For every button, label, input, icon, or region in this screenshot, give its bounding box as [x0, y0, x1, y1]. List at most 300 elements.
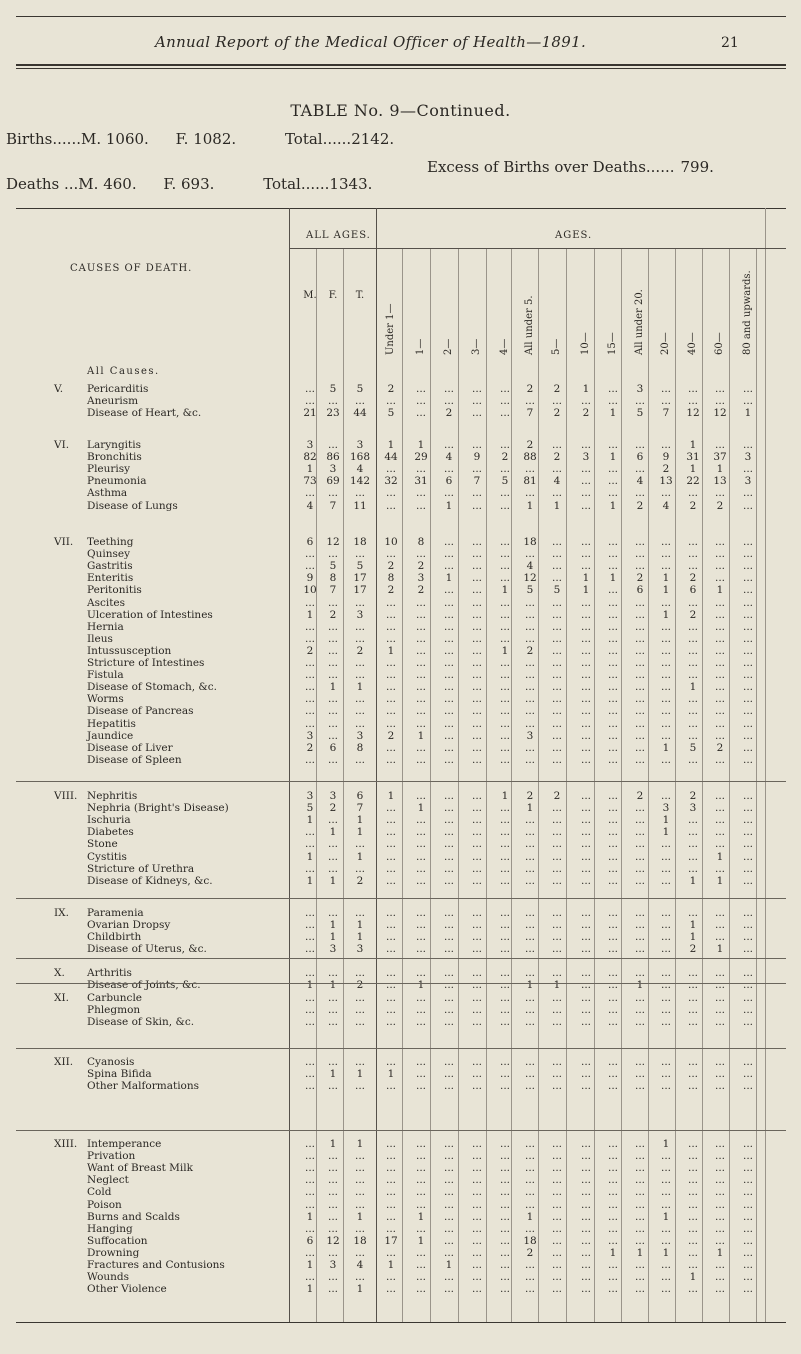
table-cell: ...: [607, 705, 618, 718]
table-cell: ...: [304, 1162, 315, 1175]
table-cell: 1: [501, 584, 509, 597]
table-cell: ...: [687, 826, 698, 839]
excess-line: [427, 158, 714, 176]
table-cell: ...: [471, 1246, 482, 1259]
table-cell: ...: [471, 802, 482, 815]
table-cell: ...: [607, 790, 618, 802]
cause-label: Burns and Scalds: [87, 1210, 180, 1223]
table-cell: 3: [329, 790, 337, 802]
table-cell: ...: [607, 992, 618, 1004]
table-cell: ...: [524, 1222, 535, 1235]
table-row: [0, 560, 801, 573]
table-cell: ...: [327, 1016, 338, 1029]
table-cell: 1: [716, 850, 724, 863]
table-cell: ...: [580, 644, 591, 657]
table-cell: ...: [327, 1198, 338, 1211]
table-cell: ...: [742, 608, 753, 621]
table-cell: ...: [742, 463, 753, 476]
table-cell: ...: [660, 620, 671, 633]
table-cell: ...: [580, 657, 591, 669]
table-cell: 1: [689, 1271, 697, 1284]
table-row: [0, 1016, 801, 1029]
table-cell: ...: [499, 1080, 510, 1093]
table-cell: ...: [443, 802, 454, 815]
table-cell: ...: [742, 850, 753, 863]
table-cell: ...: [742, 572, 753, 585]
table-row: [0, 705, 801, 718]
table-cell: ...: [524, 874, 535, 887]
table-cell: ...: [634, 967, 645, 979]
table-cell: ...: [580, 1271, 591, 1284]
table-cell: 1: [662, 814, 670, 827]
table-cell: ...: [443, 741, 454, 754]
table-cell: ...: [714, 705, 725, 718]
table-cell: ...: [499, 753, 510, 766]
table-cell: ...: [687, 620, 698, 633]
table-cell: ...: [499, 395, 510, 408]
table-cell: ...: [471, 407, 482, 420]
table-cell: ...: [551, 1222, 562, 1235]
table-cell: ...: [471, 1056, 482, 1068]
table-cell: ...: [354, 1198, 365, 1211]
cause-label: Disease of Kidneys, &c.: [87, 874, 213, 887]
table-cell: 142: [350, 475, 371, 488]
table-cell: ...: [415, 1246, 426, 1259]
table-cell: ...: [499, 979, 510, 992]
table-cell: ...: [524, 487, 535, 500]
table-cell: ...: [634, 850, 645, 863]
table-row: [0, 718, 801, 731]
cause-label: Childbirth: [87, 931, 142, 944]
table-cell: ...: [499, 1271, 510, 1284]
table-cell: ...: [660, 943, 671, 956]
table-cell: ...: [714, 1068, 725, 1081]
table-cell: ...: [607, 717, 618, 730]
table-cell: ...: [385, 487, 396, 500]
table-cell: ...: [354, 1150, 365, 1163]
table-cell: ...: [607, 919, 618, 932]
table-cell: ...: [714, 1016, 725, 1029]
table-cell: 1: [553, 979, 561, 992]
table-cell: ...: [499, 1068, 510, 1081]
table-cell: 8: [387, 572, 395, 585]
table-cell: ...: [327, 1174, 338, 1187]
table-cell: 1: [526, 1210, 534, 1223]
table-row: [0, 838, 801, 851]
table-cell: ...: [687, 717, 698, 730]
column-header-age: 4—: [499, 338, 510, 355]
table-cell: ...: [742, 1004, 753, 1017]
table-cell: ...: [607, 632, 618, 645]
table-cell: ...: [499, 992, 510, 1004]
cause-label: Bronchitis: [87, 451, 142, 464]
table-cell: ...: [551, 572, 562, 585]
table-cell: 1: [329, 681, 337, 694]
table-cell: ...: [551, 596, 562, 609]
table-cell: 2: [716, 741, 724, 754]
table-cell: ...: [634, 1271, 645, 1284]
table-cell: ...: [580, 632, 591, 645]
table-row: [0, 826, 801, 839]
table-cell: ...: [471, 1198, 482, 1211]
table-cell: ...: [687, 1222, 698, 1235]
table-cell: ...: [634, 741, 645, 754]
table-cell: ...: [304, 657, 315, 669]
table-cell: 1: [553, 499, 561, 512]
table-cell: ...: [634, 644, 645, 657]
table-cell: 12: [326, 536, 340, 548]
table-cell: ...: [471, 943, 482, 956]
cause-label: Enteritis: [87, 572, 134, 585]
table-cell: ...: [443, 1162, 454, 1175]
table-cell: ...: [499, 874, 510, 887]
table-cell: 1: [662, 1246, 670, 1259]
table-cell: ...: [742, 1283, 753, 1296]
table-cell: 3: [329, 1259, 337, 1271]
table-cell: ...: [415, 1080, 426, 1093]
table-cell: ...: [580, 1056, 591, 1068]
table-cell: ...: [304, 1056, 315, 1068]
table-cell: ...: [524, 1004, 535, 1017]
table-cell: ...: [634, 681, 645, 694]
table-cell: ...: [634, 992, 645, 1004]
table-cell: ...: [714, 596, 725, 609]
table-cell: ...: [714, 979, 725, 992]
table-cell: ...: [580, 1186, 591, 1199]
table-cell: ...: [524, 967, 535, 979]
table-cell: 3: [744, 451, 752, 464]
table-cell: ...: [471, 814, 482, 827]
table-cell: ...: [634, 536, 645, 548]
table-cell: ...: [354, 487, 365, 500]
table-cell: ...: [607, 907, 618, 919]
table-cell: ...: [687, 979, 698, 992]
table-cell: ...: [415, 644, 426, 657]
table-cell: ...: [327, 439, 338, 451]
table-cell: ...: [714, 395, 725, 408]
table-cell: ...: [714, 644, 725, 657]
table-cell: ...: [304, 395, 315, 408]
table-cell: 23: [326, 407, 340, 420]
table-cell: ...: [580, 850, 591, 863]
table-cell: 4: [306, 499, 314, 512]
table-cell: 5: [526, 584, 534, 597]
table-cell: ...: [443, 1150, 454, 1163]
table-cell: ...: [742, 536, 753, 548]
table-cell: ...: [385, 943, 396, 956]
table-cell: 1: [329, 979, 337, 992]
table-cell: ...: [443, 874, 454, 887]
table-cell: 4: [356, 1259, 364, 1271]
table-cell: ...: [634, 657, 645, 669]
table-cell: 2: [582, 407, 590, 420]
table-cell: ...: [499, 814, 510, 827]
table-cell: ...: [443, 1080, 454, 1093]
table-cell: ...: [742, 487, 753, 500]
table-cell: ...: [354, 669, 365, 682]
table-cell: ...: [524, 1283, 535, 1296]
table-cell: ...: [551, 1016, 562, 1029]
cause-label: Disease of Liver: [87, 741, 173, 754]
table-cell: ...: [304, 717, 315, 730]
table-cell: ...: [499, 802, 510, 815]
table-cell: ...: [551, 463, 562, 476]
table-cell: ...: [580, 1068, 591, 1081]
table-cell: ...: [634, 1198, 645, 1211]
table-cell: ...: [524, 1016, 535, 1029]
births-line: [6, 130, 394, 148]
table-cell: 1: [417, 1234, 425, 1247]
table-cell: ...: [634, 1056, 645, 1068]
table-cell: ...: [443, 826, 454, 839]
table-cell: ...: [499, 499, 510, 512]
cause-label: Disease of Joints, &c.: [87, 979, 201, 992]
table-cell: ...: [327, 814, 338, 827]
table-cell: ...: [415, 383, 426, 395]
cause-label: Disease of Skin, &c.: [87, 1016, 195, 1029]
table-cell: ...: [714, 1222, 725, 1235]
table-cell: ...: [385, 814, 396, 827]
table-cell: ...: [499, 1234, 510, 1247]
table-cell: 6: [445, 475, 453, 488]
table-cell: ...: [551, 560, 562, 573]
table-cell: ...: [443, 717, 454, 730]
table-cell: ...: [304, 383, 315, 395]
top-rule: [16, 16, 786, 17]
table-cell: ...: [327, 657, 338, 669]
table-cell: ...: [714, 753, 725, 766]
table-cell: ...: [443, 620, 454, 633]
table-cell: ...: [304, 992, 315, 1004]
table-cell: ...: [607, 979, 618, 992]
table-cell: ...: [742, 1246, 753, 1259]
table-cell: 12: [523, 572, 537, 585]
table-cell: ...: [551, 632, 562, 645]
table-cell: ...: [607, 681, 618, 694]
table-cell: ...: [471, 681, 482, 694]
table-cell: ...: [551, 620, 562, 633]
table-cell: ...: [499, 705, 510, 718]
table-cell: 1: [329, 1068, 337, 1081]
table-cell: ...: [580, 979, 591, 992]
cause-label: Ischuria: [87, 814, 131, 827]
table-cell: ...: [304, 1016, 315, 1029]
table-cell: ...: [607, 463, 618, 476]
table-cell: ...: [742, 979, 753, 992]
table-cell: ...: [742, 1016, 753, 1029]
table-cell: ...: [742, 1259, 753, 1271]
table-cell: ...: [327, 1186, 338, 1199]
table-row: [0, 657, 801, 670]
table-cell: ...: [714, 1271, 725, 1284]
table-cell: ...: [634, 439, 645, 451]
table-cell: 2: [636, 790, 644, 802]
table-cell: ...: [687, 992, 698, 1004]
table-cell: ...: [634, 548, 645, 561]
table-cell: ...: [551, 1246, 562, 1259]
group-number: VI.: [54, 439, 70, 451]
table-cell: ...: [524, 1186, 535, 1199]
table-cell: ...: [385, 862, 396, 875]
table-cell: ...: [304, 826, 315, 839]
table-cell: ...: [660, 681, 671, 694]
table-cell: ...: [714, 681, 725, 694]
table-cell: ...: [471, 1004, 482, 1017]
table-cell: ...: [385, 1150, 396, 1163]
table-cell: ...: [471, 536, 482, 548]
group-number: VIII.: [54, 790, 78, 802]
table-cell: ...: [607, 560, 618, 573]
table-cell: ...: [415, 705, 426, 718]
table-cell: ...: [687, 814, 698, 827]
table-cell: 2: [445, 407, 453, 420]
table-cell: ...: [551, 1080, 562, 1093]
table-cell: 1: [356, 1210, 364, 1223]
table-cell: ...: [327, 1056, 338, 1068]
cause-label: Phlegmon: [87, 1004, 141, 1017]
table-cell: ...: [607, 475, 618, 488]
table-cell: 2: [689, 499, 697, 512]
table-cell: ...: [524, 681, 535, 694]
table-cell: ...: [660, 1080, 671, 1093]
table-cell: ...: [742, 383, 753, 395]
table-cell: 1: [387, 439, 395, 451]
table-cell: ...: [327, 838, 338, 851]
table-cell: 1: [716, 874, 724, 887]
table-cell: ...: [524, 753, 535, 766]
cause-label: Other Malformations: [87, 1080, 200, 1093]
table-cell: ...: [742, 1080, 753, 1093]
table-cell: ...: [742, 717, 753, 730]
table-row: [0, 1247, 801, 1260]
table-cell: ...: [354, 1222, 365, 1235]
table-cell: 2: [553, 383, 561, 395]
table-cell: ...: [551, 644, 562, 657]
table-cell: ...: [471, 596, 482, 609]
table-row: [0, 597, 801, 610]
table-cell: ...: [304, 693, 315, 706]
table-cell: ...: [551, 536, 562, 548]
table-cell: ...: [580, 1283, 591, 1296]
table-row: [0, 1186, 801, 1199]
table-cell: 2: [387, 729, 395, 742]
group-number: X.: [54, 967, 65, 979]
table-cell: ...: [580, 862, 591, 875]
table-cell: ...: [551, 1283, 562, 1296]
table-row: [0, 475, 801, 488]
table-cell: ...: [607, 1222, 618, 1235]
table-cell: ...: [607, 487, 618, 500]
table-cell: ...: [443, 439, 454, 451]
table-cell: ...: [742, 790, 753, 802]
table-cell: ...: [580, 499, 591, 512]
table-cell: ...: [385, 681, 396, 694]
table-cell: ...: [742, 862, 753, 875]
cause-label: Ulceration of Intestines: [87, 608, 213, 621]
table-cell: 2: [356, 874, 364, 887]
cause-label: Quinsey: [87, 548, 131, 561]
table-cell: ...: [634, 907, 645, 919]
table-cell: 2: [306, 741, 314, 754]
cause-label: Pleurisy: [87, 463, 131, 476]
column-header-f: F.: [328, 290, 338, 301]
table-cell: ...: [304, 1004, 315, 1017]
table-cell: 3: [306, 790, 314, 802]
table-cell: ...: [634, 1283, 645, 1296]
table-cell: ...: [687, 669, 698, 682]
table-cell: 31: [686, 451, 700, 464]
table-cell: 4: [553, 475, 561, 488]
table-cell: ...: [551, 1210, 562, 1223]
group-divider: [16, 1130, 786, 1131]
table-cell: 10: [303, 584, 317, 597]
table-cell: ...: [742, 596, 753, 609]
table-cell: ...: [524, 693, 535, 706]
table-cell: ...: [607, 1138, 618, 1150]
table-cell: ...: [714, 383, 725, 395]
table-cell: ...: [580, 475, 591, 488]
table-cell: ...: [714, 693, 725, 706]
table-cell: ...: [327, 632, 338, 645]
table-cell: ...: [499, 717, 510, 730]
table-cell: ...: [660, 979, 671, 992]
table-cell: ...: [634, 1004, 645, 1017]
table-cell: ...: [607, 1150, 618, 1163]
table-cell: 1: [445, 499, 453, 512]
table-cell: 2: [356, 644, 364, 657]
table-cell: ...: [471, 967, 482, 979]
table-cell: ...: [415, 1056, 426, 1068]
table-cell: 7: [329, 584, 337, 597]
table-cell: ...: [580, 560, 591, 573]
table-cell: ...: [499, 838, 510, 851]
column-header-age: 40—: [687, 332, 698, 355]
table-cell: ...: [607, 862, 618, 875]
table-cell: ...: [499, 608, 510, 621]
table-cell: ...: [660, 395, 671, 408]
table-cell: ...: [660, 1004, 671, 1017]
table-cell: ...: [304, 907, 315, 919]
table-cell: 1: [744, 407, 752, 420]
table-cell: ...: [524, 1080, 535, 1093]
table-cell: ...: [304, 967, 315, 979]
table-cell: ...: [385, 1004, 396, 1017]
table-cell: ...: [415, 862, 426, 875]
table-cell: ...: [385, 1174, 396, 1187]
table-cell: ...: [634, 826, 645, 839]
table-cell: ...: [524, 919, 535, 932]
table-cell: ...: [687, 657, 698, 669]
table-cell: ...: [354, 1056, 365, 1068]
table-title: TABLE No. 9—Continued.: [290, 101, 511, 120]
table-cell: ...: [304, 669, 315, 682]
table-cell: ...: [714, 1138, 725, 1150]
table-cell: ...: [327, 705, 338, 718]
table-cell: 2: [636, 572, 644, 585]
table-cell: ...: [415, 620, 426, 633]
table-cell: 3: [526, 729, 534, 742]
table-cell: ...: [660, 1259, 671, 1271]
table-cell: ...: [687, 1210, 698, 1223]
table-cell: 1: [306, 874, 314, 887]
table-cell: ...: [742, 802, 753, 815]
group-divider: [16, 781, 786, 782]
cause-label: Poison: [87, 1198, 122, 1211]
header-rule: [16, 64, 786, 66]
table-cell: ...: [580, 395, 591, 408]
table-cell: 69: [326, 475, 340, 488]
table-cell: ...: [742, 395, 753, 408]
